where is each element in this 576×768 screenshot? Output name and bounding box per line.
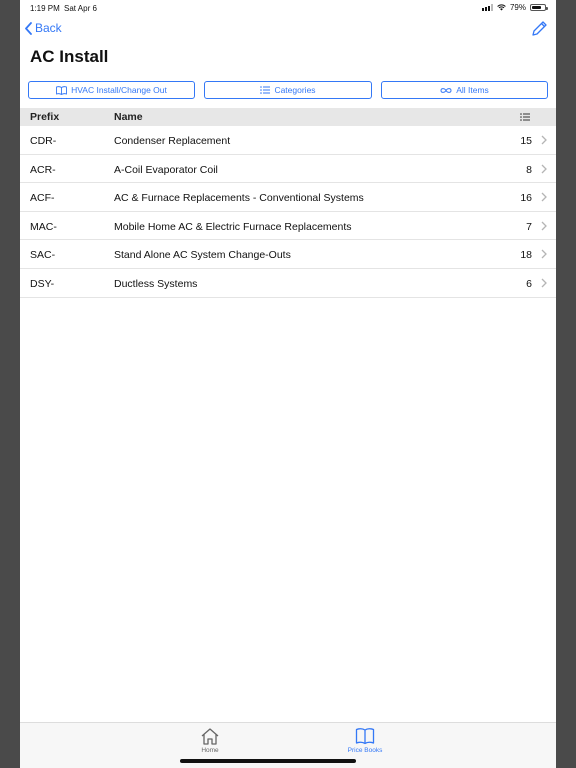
battery-icon (530, 4, 546, 11)
battery-level (532, 6, 541, 9)
row-name: Condenser Replacement (114, 135, 231, 147)
table-row[interactable] (20, 212, 556, 241)
table-row[interactable] (20, 155, 556, 184)
row-name: Mobile Home AC & Electric Furnace Replacements (114, 220, 352, 233)
pencil-icon (530, 20, 548, 38)
row-prefix: DSY- (30, 277, 55, 290)
back-label: Back (35, 21, 62, 35)
tab-price-books-label: Price Books (347, 747, 383, 754)
row-prefix: MAC- (30, 220, 57, 233)
row-prefix: SAC- (30, 249, 56, 262)
chevron-right-icon (541, 249, 547, 259)
book-icon (355, 727, 375, 745)
list-icon (260, 86, 270, 94)
tab-price-books[interactable] (335, 727, 395, 754)
row-count: 18 (520, 249, 532, 262)
filter-all-items-label: All Items (456, 85, 489, 95)
house-icon (200, 727, 220, 745)
book-icon (56, 86, 67, 95)
chevron-right-icon (541, 135, 547, 145)
filter-hvac-button[interactable] (28, 81, 195, 99)
row-count: 8 (526, 163, 532, 176)
row-name: A-Coil Evaporator Coil (114, 163, 218, 176)
tab-home[interactable] (180, 727, 240, 754)
app-screen (20, 0, 556, 768)
table-row[interactable] (20, 126, 556, 155)
filter-categories-label: Categories (274, 85, 316, 95)
page-title: AC Install (30, 47, 109, 66)
status-bar (20, 0, 556, 16)
chevron-right-icon (541, 278, 547, 288)
row-name: AC & Furnace Replacements - Conventional Systems (114, 192, 364, 205)
table-row[interactable] (20, 269, 556, 298)
filter-hvac-label: HVAC Install/Change Out (71, 85, 167, 95)
chevron-right-icon (541, 164, 547, 174)
filter-categories-button[interactable] (204, 81, 372, 99)
column-header-prefix: Prefix (30, 111, 60, 123)
row-count: 16 (520, 192, 532, 205)
table-row[interactable] (20, 183, 556, 212)
filter-all-items-button[interactable] (381, 81, 548, 99)
table-row[interactable] (20, 240, 556, 269)
column-header-name: Name (114, 111, 143, 123)
edit-button[interactable] (530, 20, 548, 43)
signal-icon (482, 4, 493, 11)
row-prefix: CDR- (30, 135, 57, 147)
row-count: 6 (526, 277, 532, 290)
row-count: 7 (526, 220, 532, 233)
chevron-right-icon (541, 221, 547, 231)
row-prefix: ACR- (30, 163, 56, 176)
status-indicators (482, 3, 546, 12)
row-name: Stand Alone AC System Change-Outs (114, 249, 291, 262)
status-date: Sat Apr 6 (64, 4, 97, 13)
chevron-left-icon (24, 22, 33, 35)
tab-home-label: Home (201, 747, 219, 754)
row-count: 15 (520, 135, 532, 147)
home-indicator[interactable] (180, 759, 356, 763)
wifi-icon (497, 4, 506, 11)
list-icon (520, 113, 530, 121)
chevron-right-icon (541, 192, 547, 202)
row-name: Ductless Systems (114, 277, 198, 290)
row-prefix: ACF- (30, 192, 55, 205)
sort-list-button[interactable] (520, 112, 530, 124)
category-list (20, 126, 556, 298)
infinity-icon (440, 87, 452, 94)
table-header (20, 108, 556, 126)
battery-percent: 79% (509, 3, 526, 12)
filter-bar (28, 81, 548, 99)
status-time: 1:19 PM (30, 4, 60, 13)
navigation-bar (20, 18, 556, 44)
back-button[interactable] (24, 21, 62, 35)
